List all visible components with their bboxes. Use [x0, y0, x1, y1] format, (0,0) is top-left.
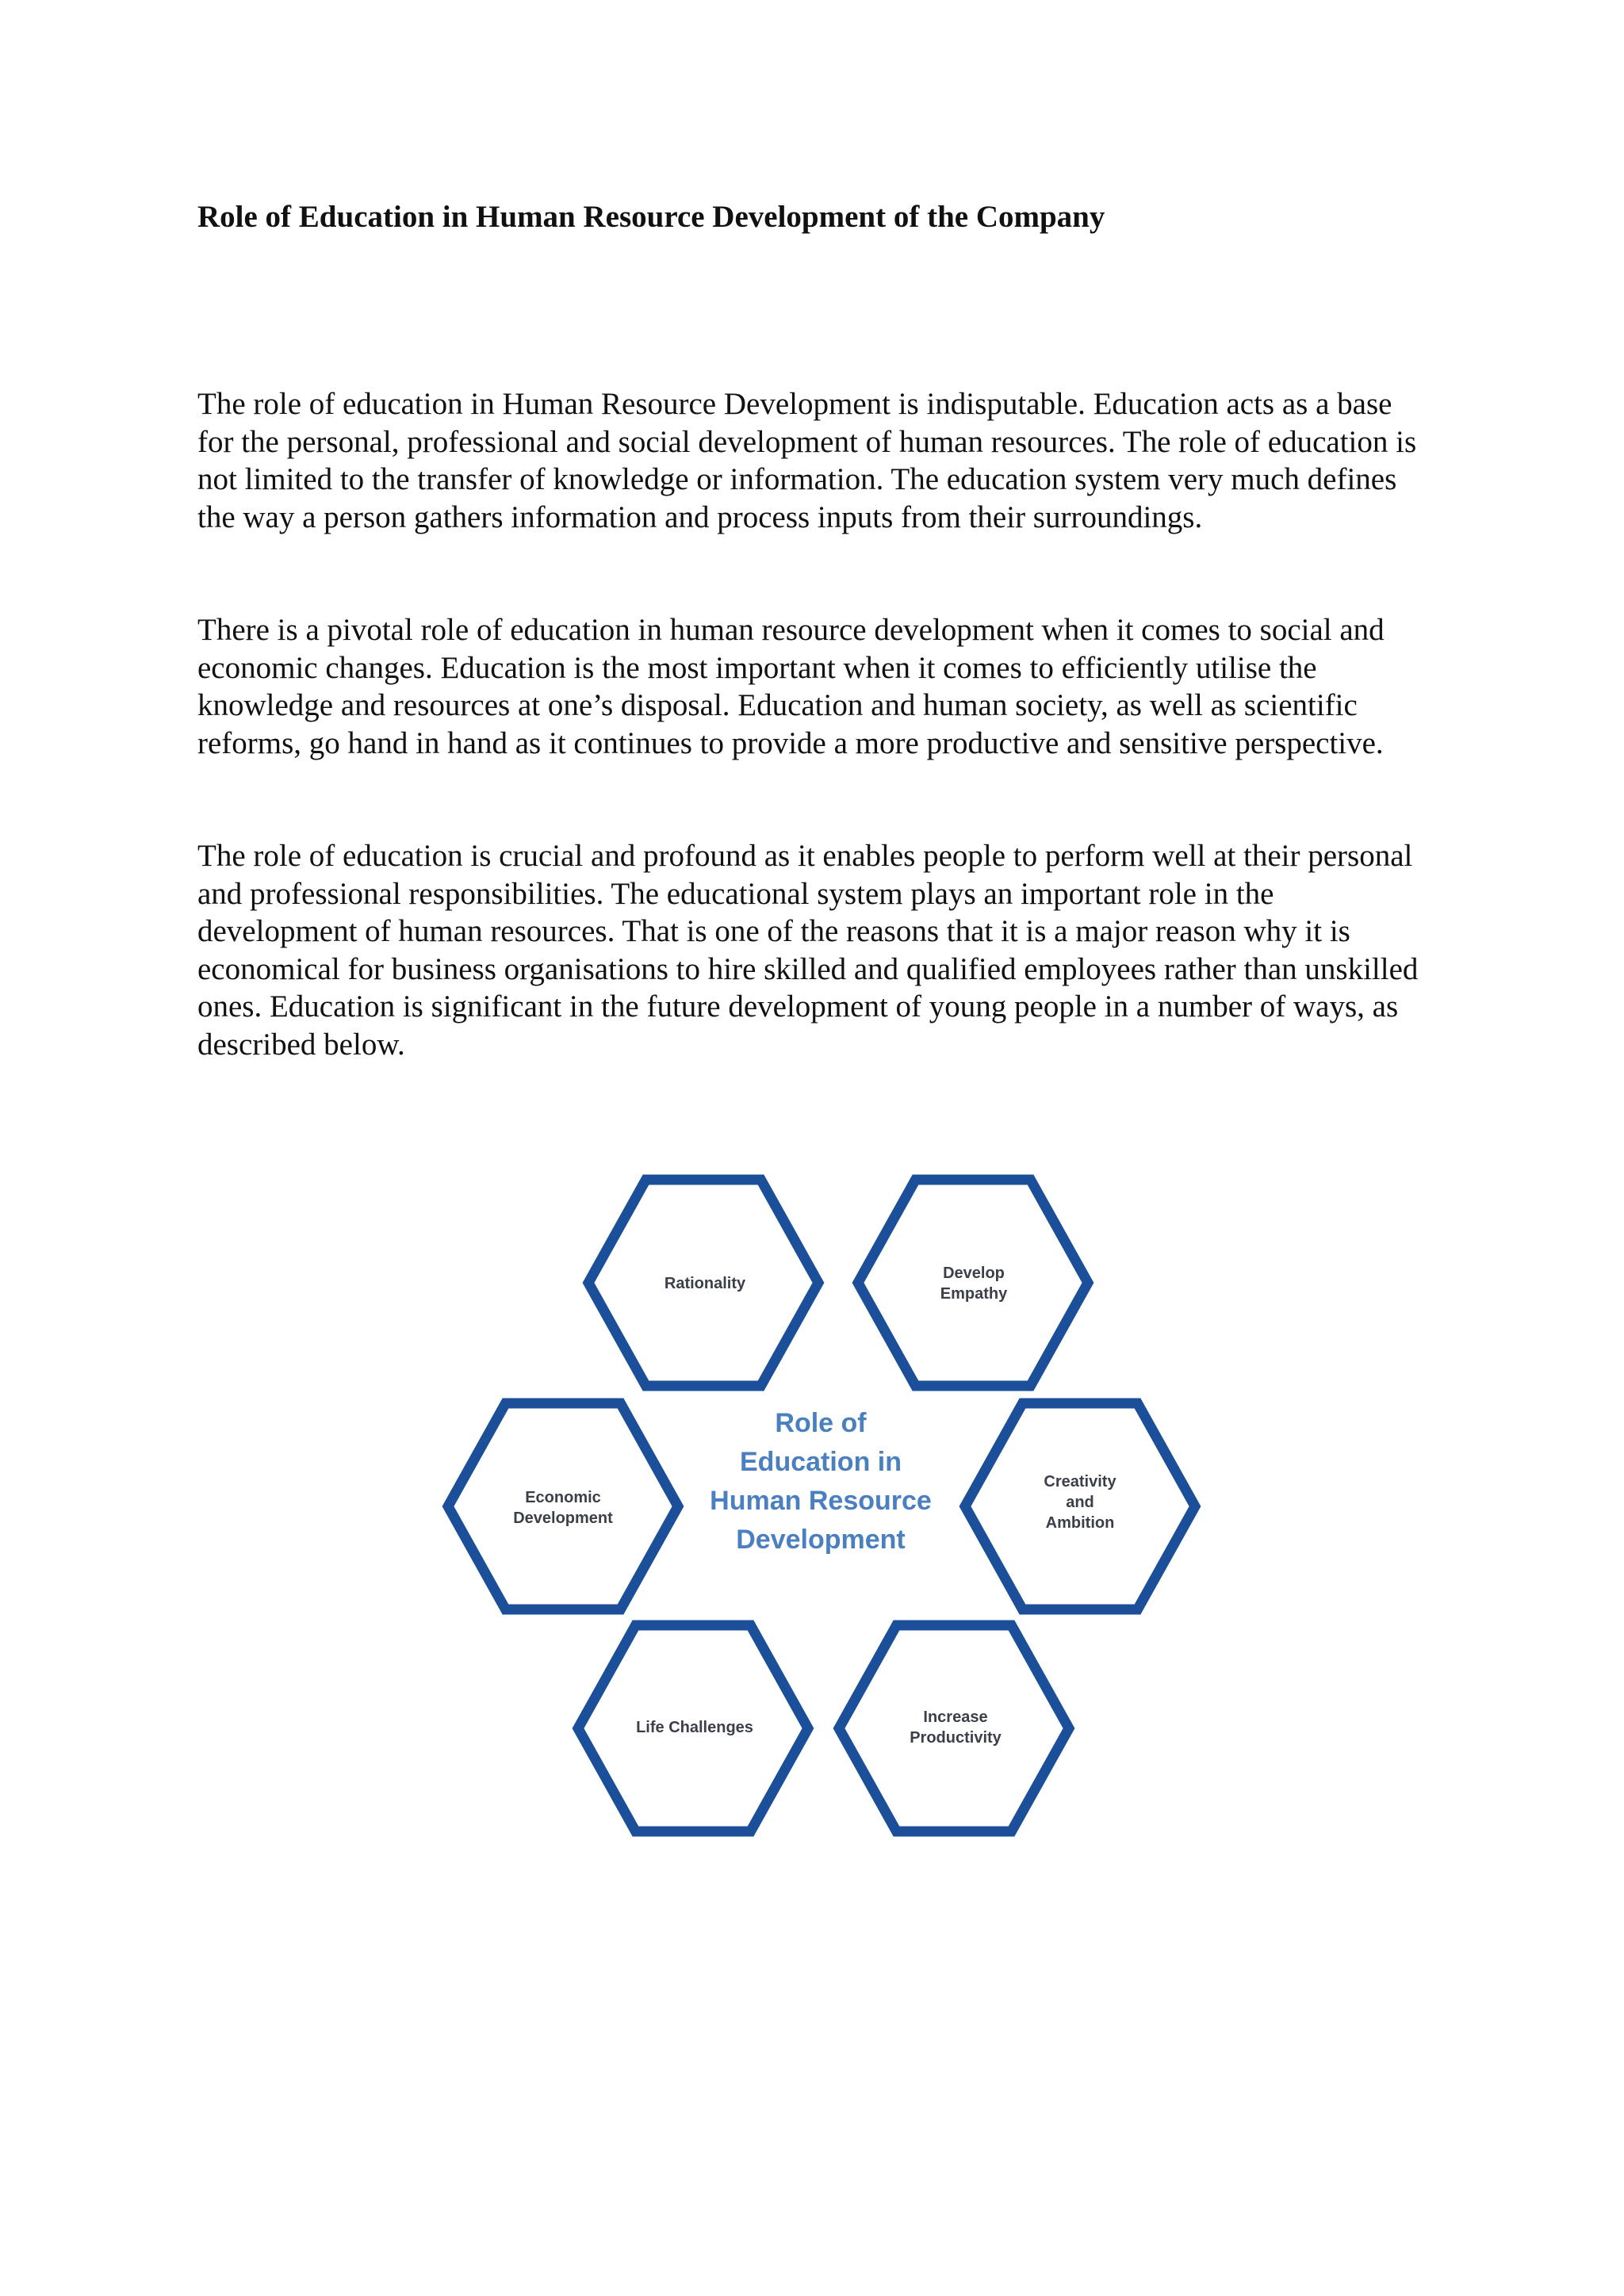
center-label-line1: Role of [775, 1408, 867, 1438]
hex-economic-development-line2: Development [513, 1510, 613, 1527]
hexagon-diagram [198, 1094, 1435, 1911]
hex-life-challenges-label: Life Challenges [636, 1719, 753, 1736]
hex-creativity-ambition-line3: Ambition [1045, 1514, 1115, 1532]
center-label-line2: Education in [740, 1447, 902, 1477]
hex-develop-empathy [858, 1180, 1088, 1386]
hex-economic-development-line1: Economic [525, 1489, 601, 1506]
hex-creativity-ambition-line1: Creativity [1044, 1473, 1116, 1490]
hex-develop-empathy-line2: Empathy [940, 1285, 1008, 1303]
hexagon-diagram-svg [198, 1094, 1435, 1911]
paragraph-2: There is a pivotal role of education in human resource development when it comes to social and economic changes. Education is the most important when it comes to efficiently utilise the knowledge and resources at one’s disposal. Education and human society, as well as scientific reforms, go hand in hand as it continues to provide a more productive and sensitive perspective. [197, 613, 1385, 760]
center-label-line4: Development [736, 1525, 906, 1555]
hex-rationality-label: Rationality [664, 1275, 746, 1292]
hex-life-challenges [578, 1625, 808, 1831]
center-label-line3: Human Resource [710, 1486, 932, 1516]
hex-increase-productivity-line2: Productivity [910, 1729, 1002, 1747]
hex-rationality [588, 1180, 818, 1386]
hex-increase-productivity-shape [839, 1625, 1069, 1831]
hex-creativity-ambition [965, 1403, 1195, 1609]
hex-economic-development-shape [448, 1403, 678, 1609]
paragraph-1: The role of education in Human Resource Development is indisputable. Education acts as a base for the personal, professional and social development of human resources. The role of education is not limited to the transfer of knowledge or information. The education system very much defines the way a person gathers information and process inputs from their surroundings. [197, 387, 1417, 534]
hex-develop-empathy-line1: Develop [943, 1265, 1005, 1282]
center-label-group [710, 1408, 932, 1555]
hex-creativity-ambition-line2: and [1066, 1494, 1094, 1511]
document-title: Role of Education in Human Resource Development of the Company [197, 200, 1105, 234]
hex-develop-empathy-shape [858, 1180, 1088, 1386]
paragraph-3: The role of education is crucial and profound as it enables people to perform well at their personal and professional responsibilities. The educational system plays an important role in the development of human resources. That is one of the reasons that it is a major reason why it is economical for business organisations to hire skilled and qualified employees rather than unskilled ones. Education is significant in the future development of young people in a number of ways, as described below. [197, 839, 1419, 1062]
hex-increase-productivity [839, 1625, 1069, 1831]
hex-increase-productivity-line1: Increase [923, 1709, 988, 1726]
hex-economic-development [448, 1403, 678, 1609]
